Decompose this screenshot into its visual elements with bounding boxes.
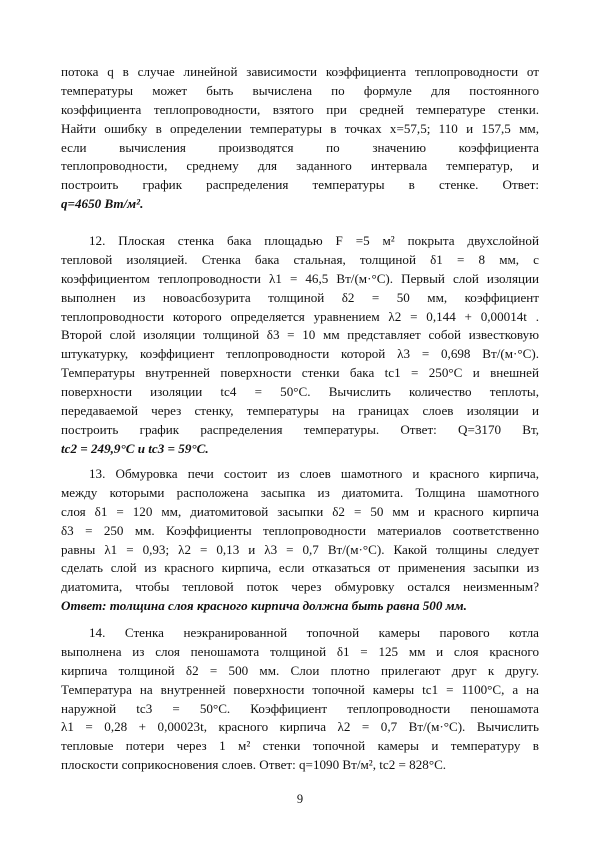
problem-12: [61, 232, 539, 459]
text-line: теплопроводности, среднему для заданного интервала температур, и: [61, 158, 539, 174]
text-line: λ1 = 0,28 + 0,00023t, красного кирпича λ2 = 0,7 Вт/(м·°С). Вычислить: [61, 719, 539, 735]
text-line: теплопроводности которого определяется уравнением λ2 = 0,144 + 0,00014t .: [61, 308, 539, 324]
text-line: построить график распределения температуры. Ответ: Q=3170 Вт,: [61, 421, 539, 437]
text-line: 14. Стенка неэкранированной топочной камеры парового котла: [89, 625, 539, 640]
paragraph-intro-continuation: [61, 63, 539, 214]
text-line: температуры может быть вычислена по формуле для постоянного: [61, 82, 539, 98]
text-line: 13. Обмуровка печи состоит из слоев шамотного и красного кирпича,: [89, 466, 539, 481]
text-line: наружной tc3 = 50°С. Коэффициент теплопроводности пеношамота: [61, 700, 539, 716]
text-line: Температура на внутренней поверхности топочной камеры tc1 = 1100°С, а на: [61, 681, 539, 697]
text-line: тепловые потери через 1 м² стенки топочной камеры и температуру в: [61, 738, 539, 754]
text-line: построить график распределения температуры в стенке. Ответ:: [61, 177, 539, 193]
text-line: если вычисления производятся по значению коэффициента: [61, 139, 539, 155]
text-line: Второй слой изоляции толщиной δ3 = 10 мм представляет собой известковую: [61, 327, 539, 343]
text-line: выполнен из новоасбозурита толщиной δ2 = 50 мм, коэффициент: [61, 289, 539, 305]
answer-line: tc2 = 249,9°С и tc3 = 59°С.: [61, 440, 209, 456]
text-line: между которыми расположена засыпка из диатомита. Толщина шамотного: [61, 484, 539, 500]
answer-line: Ответ: толщина слоя красного кирпича должна быть равна 500 мм.: [61, 598, 467, 614]
text-line: выполнена из слоя пеношамота толщиной δ1 = 125 мм и слоя красного: [61, 643, 539, 659]
text-line: штукатурку, коэффициент теплопроводности которой λ3 = 0,698 Вт/(м·°С).: [61, 346, 539, 362]
text-line: коэффициента теплопроводности, взятого при средней температуре стенки.: [61, 101, 539, 117]
text-line: 12. Плоская стенка бака площадью F =5 м² покрыта двухслойной: [89, 233, 539, 248]
text-line: поверхности изоляции tc4 = 50°С. Вычислить количество теплоты,: [61, 384, 539, 400]
answer-line: q=4650 Вт/м².: [61, 196, 144, 212]
text-line: потока q в случае линейной зависимости коэффициента теплопроводности от: [61, 64, 539, 79]
text-line: тепловой изоляцией. Стенка бака стальная, толщиной δ1 = 8 мм, с: [61, 251, 539, 267]
answer-line: плоскости соприкосновения слоев. Ответ: q=1090 Вт/м², tc2 = 828°С.: [61, 757, 447, 773]
text-line: равны λ1 = 0,93; λ2 = 0,13 и λ3 = 0,7 Вт/(м·°С). Какой толщины следует: [61, 541, 539, 557]
text-line: Найти ошибку в определении температуры в точках x=57,5; 110 и 157,5 мм,: [61, 120, 539, 136]
text-line: кирпича толщиной δ2 = 500 мм. Слои плотно прилегают друг к другу.: [61, 662, 539, 678]
problem-14: [61, 624, 539, 775]
text-line: диатомита, чтобы тепловой поток через обмуровку остался неизменным?: [61, 579, 539, 595]
text-line: слоя δ1 = 120 мм, диатомитовой засыпки δ2 = 50 мм и красного кирпича: [61, 503, 539, 519]
problem-13: [61, 465, 539, 616]
text-line: Температуры внутренней поверхности стенки бака tc1 = 250°С и внешней: [61, 365, 539, 381]
text-line: передаваемой через стенку, температуры на границах слоев изоляции и: [61, 403, 539, 419]
page-number: 9: [296, 792, 304, 806]
text-line: δ3 = 250 мм. Коэффициенты теплопроводности материалов соответственно: [61, 522, 539, 538]
text-line: сделать слой из красного кирпича, если отказаться от применения засыпки из: [61, 560, 539, 576]
text-line: коэффициентом теплопроводности λ1 = 46,5 Вт/(м·°С). Первый слой изоляции: [61, 270, 539, 286]
